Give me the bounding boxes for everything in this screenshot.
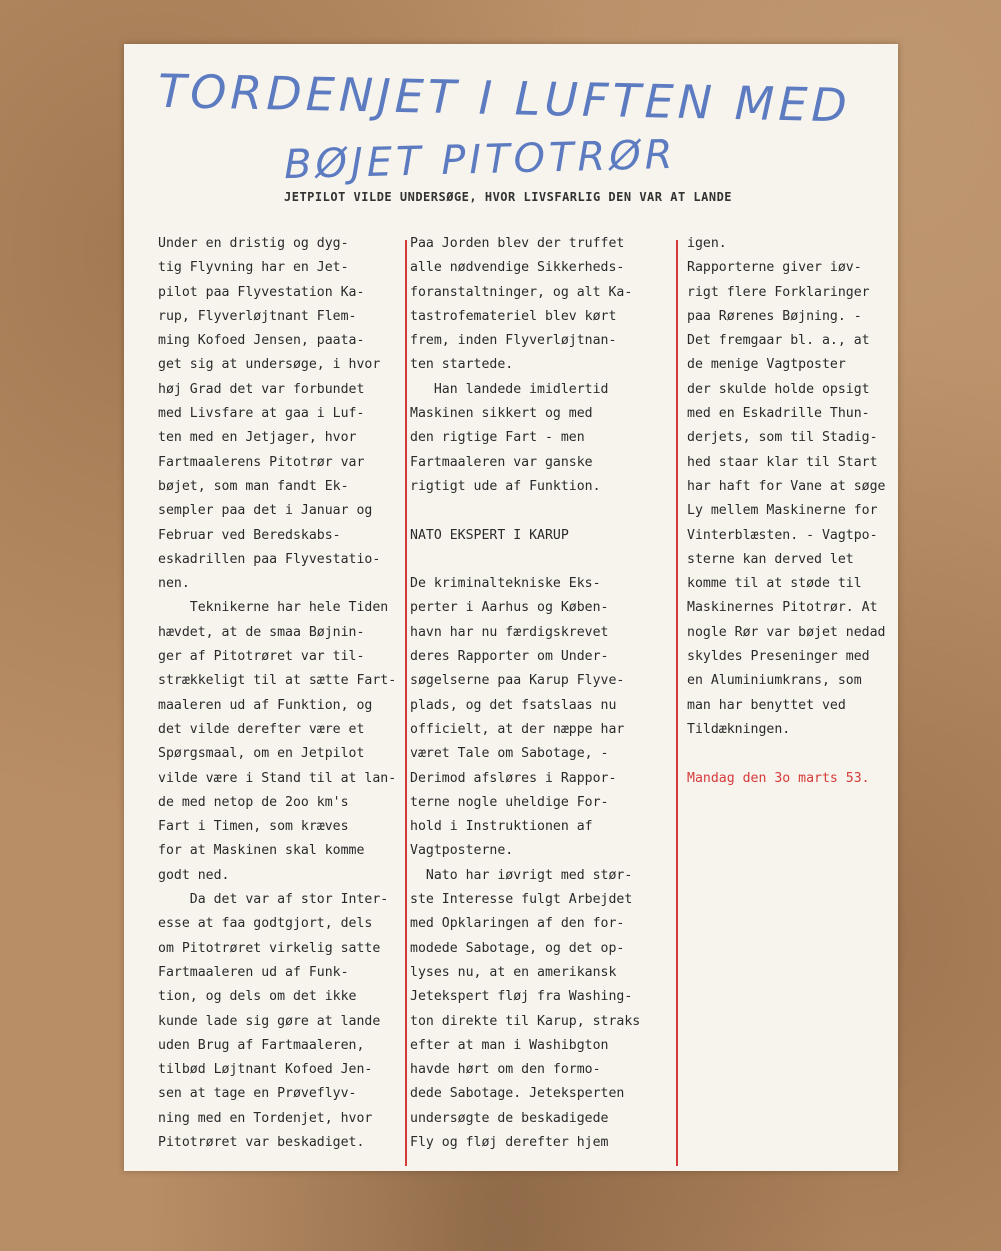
text-line: undersøgte de beskadigede: [410, 1110, 609, 1126]
text-line: Da det var af stor Inter-: [158, 892, 389, 908]
text-line: alle nødvendige Sikkerheds-: [410, 260, 625, 276]
text-line: Vagtposterne.: [410, 843, 514, 859]
text-line: en Aluminiumkrans, som: [687, 673, 862, 689]
text-line: hævdet, at de smaa Bøjnin-: [158, 624, 365, 640]
text-line: rigtigt ude af Funktion.: [410, 478, 601, 494]
text-line: eskadrillen paa Flyvestatio-: [158, 551, 381, 567]
text-line: frem, inden Flyverløjtnan-: [410, 333, 617, 349]
text-line: plads, og det fsatslaas nu: [410, 697, 617, 713]
text-line: Derimod afsløres i Rappor-: [410, 770, 617, 786]
text-line: nen.: [158, 576, 190, 592]
text-line: søgelserne paa Karup Flyve-: [410, 673, 625, 689]
text-line: sen at tage en Prøveflyv-: [158, 1086, 357, 1102]
text-line: for at Maskinen skal komme: [158, 843, 365, 859]
text-line: Tildækningen.: [687, 721, 791, 737]
text-line: Teknikerne har hele Tiden: [158, 600, 389, 616]
text-line: bøjet, som man fandt Ek-: [158, 478, 349, 494]
text-line: derjets, som til Stadig-: [687, 430, 878, 446]
text-line: ten startede.: [410, 357, 514, 373]
text-line: med Livsfare at gaa i Luf-: [158, 406, 365, 422]
text-line: sempler paa det i Januar og: [158, 503, 373, 519]
text-line: med en Eskadrille Thun-: [687, 406, 870, 422]
text-line: Fly og fløj derefter hjem: [410, 1134, 609, 1150]
text-line: ton direkte til Karup, straks: [410, 1013, 641, 1029]
text-line: [410, 499, 664, 523]
article-column-1: [158, 232, 406, 1155]
text-line: man har benyttet ved: [687, 697, 846, 713]
text-line: dede Sabotage. Jeteksperten: [410, 1086, 625, 1102]
text-line: om Pitotrøret virkelig satte: [158, 940, 381, 956]
text-line: [410, 548, 664, 572]
text-line: terne nogle uheldige For-: [410, 794, 609, 810]
text-line: ming Kofoed Jensen, paata-: [158, 333, 365, 349]
text-line: Han landede imidlertid: [410, 381, 609, 397]
text-line: Vinterblæsten. - Vagtpo-: [687, 527, 878, 543]
text-line: Pitotrøret var beskadiget.: [158, 1134, 365, 1150]
text-line: Februar ved Beredskabs-: [158, 527, 341, 543]
text-line: rup, Flyverløjtnant Flem-: [158, 308, 357, 324]
text-line: tilbød Løjtnant Kofoed Jen-: [158, 1062, 373, 1078]
text-line: ger af Pitotrøret var til-: [158, 649, 365, 665]
text-line: rigt flere Forklaringer: [687, 284, 870, 300]
text-line: de menige Vagtposter: [687, 357, 846, 373]
text-line: De kriminaltekniske Eks-: [410, 576, 601, 592]
text-line: de med netop de 2oo km's: [158, 794, 349, 810]
text-line: hold i Instruktionen af: [410, 819, 593, 835]
text-line: ten med en Jetjager, hvor: [158, 430, 357, 446]
article-column-2: [410, 232, 664, 1155]
text-line: Fartmaalerens Pitotrør var: [158, 454, 365, 470]
text-line: NATO EKSPERT I KARUP: [410, 527, 569, 543]
document-sheet: [124, 44, 898, 1171]
text-line: Fartmaaleren var ganske: [410, 454, 593, 470]
text-line: get sig at undersøge, i hvor: [158, 357, 381, 373]
text-line: ste Interesse fulgt Arbejdet: [410, 892, 633, 908]
handwritten-title-line-1: TORDENJET I LUFTEN MED: [157, 63, 852, 133]
text-line: det vilde derefter være et: [158, 721, 365, 737]
text-line: Paa Jorden blev der truffet: [410, 236, 625, 251]
date-signoff: Mandag den 3o marts 53.: [687, 770, 870, 786]
text-line: tig Flyvning har en Jet-: [158, 260, 349, 276]
text-line: nogle Rør var bøjet nedad: [687, 624, 886, 640]
text-line: havn har nu færdigskrevet: [410, 624, 609, 640]
text-line: lyses nu, at en amerikansk: [410, 964, 617, 980]
text-line: paa Rørenes Bøjning. -: [687, 308, 862, 324]
text-line: Fartmaaleren ud af Funk-: [158, 964, 349, 980]
article-column-3: [687, 232, 897, 791]
text-line: ning med en Tordenjet, hvor: [158, 1110, 373, 1126]
text-line: tastrofemateriel blev kørt: [410, 308, 617, 324]
text-line: været Tale om Sabotage, -: [410, 746, 609, 762]
text-line: pilot paa Flyvestation Ka-: [158, 284, 365, 300]
text-line: strækkeligt til at sætte Fart-: [158, 673, 397, 689]
text-line: kunde lade sig gøre at lande: [158, 1013, 381, 1029]
text-line: Ly mellem Maskinerne for: [687, 503, 878, 519]
column-divider-2: [676, 240, 678, 1166]
text-line: Spørgsmaal, om en Jetpilot: [158, 746, 365, 762]
text-line: skyldes Preseninger med: [687, 649, 870, 665]
text-line: hed staar klar til Start: [687, 454, 878, 470]
subtitle: JETPILOT VILDE UNDERSØGE, HVOR LIVSFARLIG DEN VAR AT LANDE: [284, 190, 733, 204]
text-line: Jetekspert fløj fra Washing-: [410, 989, 633, 1005]
text-line: Fart i Timen, som kræves: [158, 819, 349, 835]
text-line: har haft for Vane at søge: [687, 478, 886, 494]
text-line: perter i Aarhus og Køben-: [410, 600, 609, 616]
text-line: sterne kan derved let: [687, 551, 854, 567]
text-line: havde hørt om den formo-: [410, 1062, 601, 1078]
text-line: officielt, at der næppe har: [410, 721, 625, 737]
text-line: Maskinen sikkert og med: [410, 406, 593, 422]
text-line: godt ned.: [158, 867, 230, 883]
text-line: efter at man i Washibgton: [410, 1037, 609, 1053]
text-line: foranstaltninger, og alt Ka-: [410, 284, 633, 300]
text-line: uden Brug af Fartmaaleren,: [158, 1037, 365, 1053]
text-line: tion, og dels om det ikke: [158, 989, 357, 1005]
text-line: esse at faa godtgjort, dels: [158, 916, 373, 932]
text-line: Under en dristig og dyg-: [158, 236, 349, 251]
text-line: høj Grad det var forbundet: [158, 381, 365, 397]
text-line: igen.: [687, 236, 727, 251]
text-line: vilde være i Stand til at lan-: [158, 770, 397, 786]
text-line: Rapporterne giver iøv-: [687, 260, 862, 276]
text-line: med Opklaringen af den for-: [410, 916, 625, 932]
text-line: der skulde holde opsigt: [687, 381, 870, 397]
blank-line: [687, 742, 897, 766]
text-line: maaleren ud af Funktion, og: [158, 697, 373, 713]
text-line: den rigtige Fart - men: [410, 430, 585, 446]
text-line: komme til at støde til: [687, 576, 862, 592]
text-line: Nato har iøvrigt med stør-: [410, 867, 633, 883]
text-line: deres Rapporter om Under-: [410, 649, 609, 665]
text-line: Det fremgaar bl. a., at: [687, 333, 870, 349]
handwritten-title-line-2: BØJET PITOTRØR: [283, 131, 678, 189]
text-line: modede Sabotage, og det op-: [410, 940, 625, 956]
text-line: Maskinernes Pitotrør. At: [687, 600, 878, 616]
